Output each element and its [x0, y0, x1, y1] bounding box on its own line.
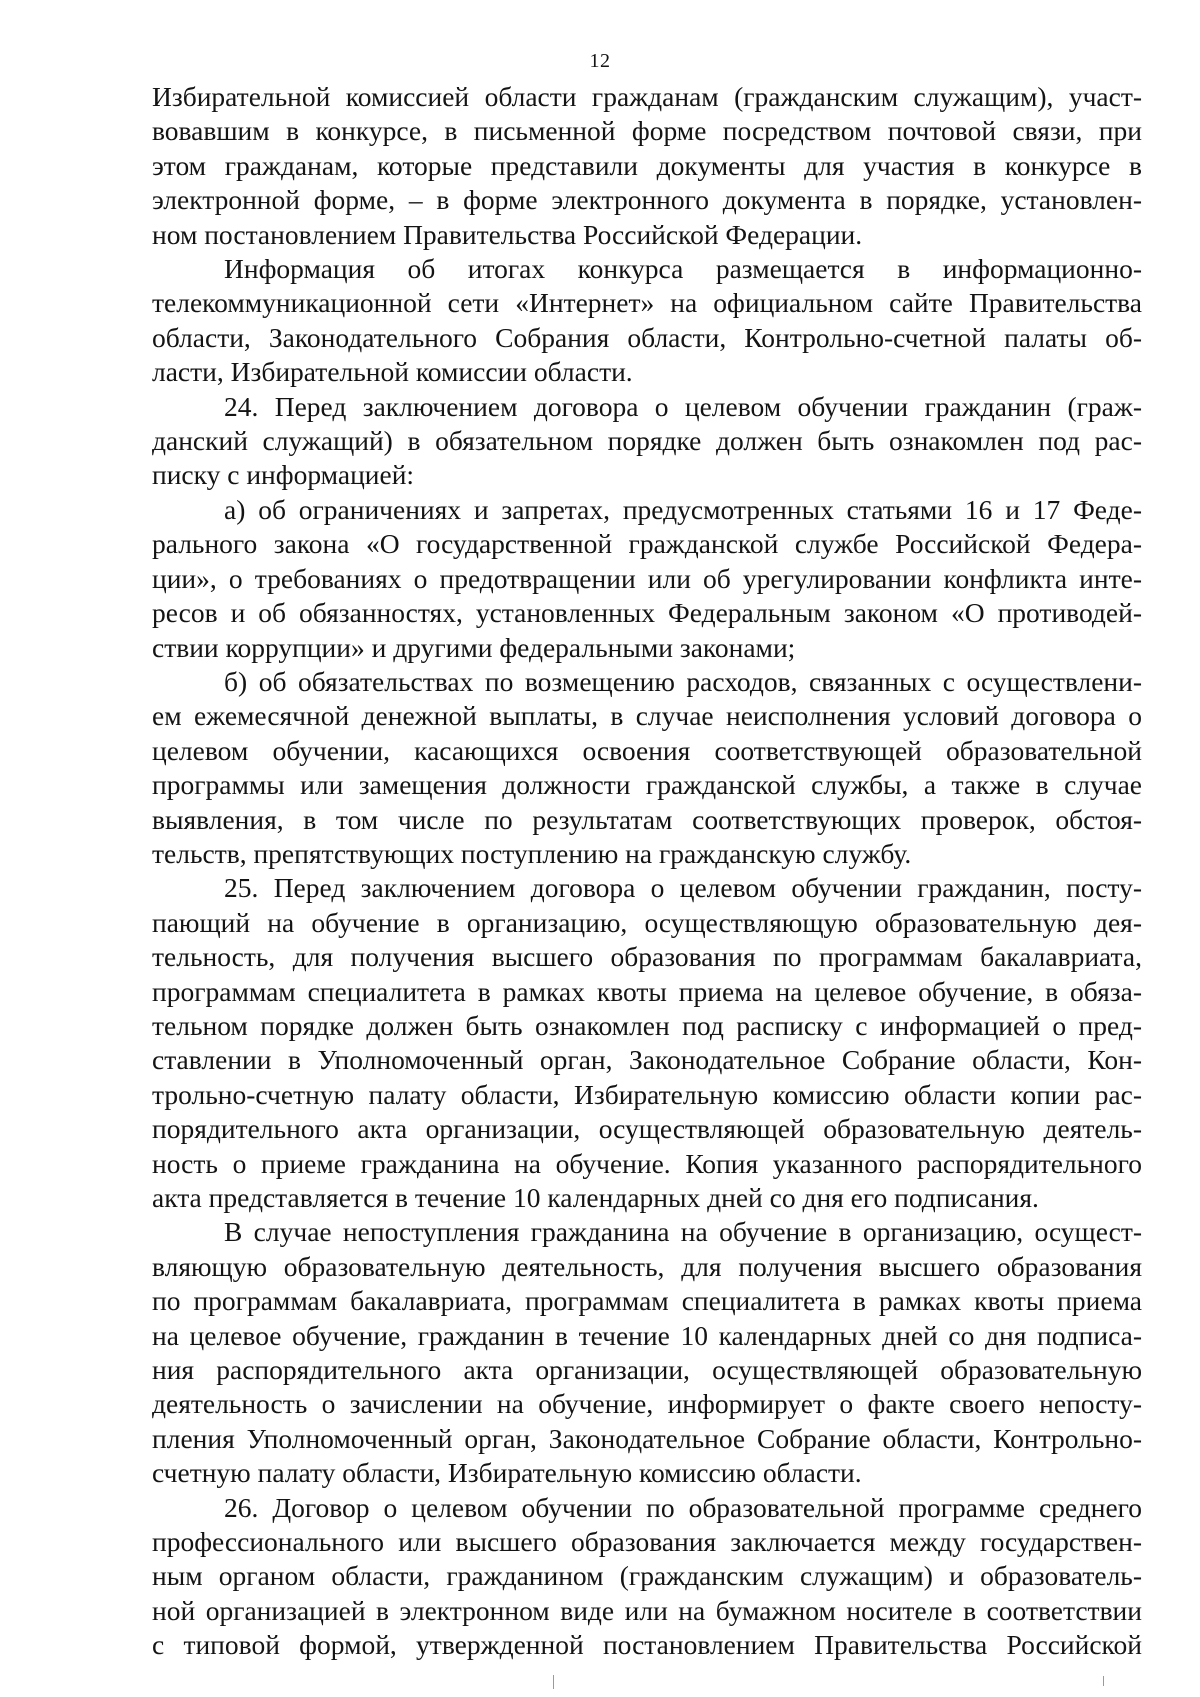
text-line: ность о приеме гражданина на обучение. Копия указанного распорядительного [152, 1147, 1142, 1179]
text-line: ции», о требованиях о предотвращении или об урегулировании конфликта инте- [152, 562, 1142, 594]
text-line: писку с информацией: [152, 459, 415, 491]
text-line: тельность, для получения высшего образования по программам бакалавриата, [152, 941, 1142, 973]
paragraph [152, 1491, 1142, 1663]
paragraph [152, 390, 1142, 493]
text-line: целевом обучении, касающихся освоения соответствующей образовательной [152, 734, 1142, 766]
text-line: на целевое обучение, гражданин в течение 10 календарных дней со дня подписа- [152, 1319, 1142, 1351]
text-line: ния распорядительного акта организации, осуществляющей образовательную [152, 1354, 1142, 1386]
text-line: ном постановлением Правительства Российской Федерации. [152, 218, 863, 250]
text-line: вовавшим в конкурсе, в письменной форме посредством почтовой связи, при [152, 115, 1142, 147]
text-line: ным органом области, гражданином (гражданским служащим) и образователь- [152, 1560, 1142, 1592]
text-line: по программам бакалавриата, программам специалитета в рамках квоты приема [152, 1285, 1142, 1317]
text-line: В случае непоступления гражданина на обучение в организацию, осущест- [224, 1216, 1142, 1248]
text-line: ствии коррупции» и другими федеральными законами; [152, 631, 796, 663]
text-line: пающий на обучение в организацию, осуществляющую образовательную дея- [152, 906, 1142, 938]
text-line: этом гражданам, которые представили документы для участия в конкурсе в [152, 149, 1142, 181]
text-line: вляющую образовательную деятельность, для получения высшего образования [152, 1250, 1142, 1282]
paragraph [152, 493, 1142, 665]
text-line: тельном порядке должен быть ознакомлен под расписку с информацией о пред- [152, 1009, 1142, 1041]
text-line: телекоммуникационной сети «Интернет» на официальном сайте Правительства [152, 287, 1142, 319]
paragraph [152, 252, 1142, 390]
text-line: 24. Перед заключением договора о целевом обучении гражданин (граж- [224, 390, 1142, 422]
text-line: ем ежемесячной денежной выплаты, в случае неисполнения условий договора о [152, 700, 1142, 732]
text-line: выявления, в том числе по результатам соответствующих проверок, обстоя- [152, 803, 1142, 835]
paragraph [152, 1215, 1142, 1490]
text-line: с типовой формой, утвержденной постановлением Правительства Российской [152, 1629, 1142, 1661]
text-line: ресов и об обязанностях, установленных Федеральным законом «О противодей- [152, 597, 1142, 629]
text-line: программам специалитета в рамках квоты приема на целевое обучение, в обяза- [152, 975, 1142, 1007]
text-line: тельств, препятствующих поступлению на гражданскую службу. [152, 837, 912, 869]
text-line: электронной форме, – в форме электронного документа в порядке, установлен- [152, 184, 1142, 216]
text-line: программы или замещения должности гражданской службы, а также в случае [152, 769, 1142, 801]
paragraph [152, 665, 1142, 871]
text-line: ласти, Избирательной комиссии области. [152, 356, 633, 388]
document-body [152, 80, 1142, 1663]
text-line: деятельность о зачислении на обучение, информирует о факте своего непосту- [152, 1388, 1142, 1420]
text-line: ставлении в Уполномоченный орган, Законодательное Собрание области, Кон- [152, 1044, 1142, 1076]
paragraph [152, 871, 1142, 1215]
text-line: счетную палату области, Избирательную комиссию области. [152, 1457, 862, 1489]
text-line: ной организацией в электронном виде или на бумажном носителе в соответствии [152, 1594, 1142, 1626]
text-line: данский служащий) в обязательном порядке должен быть ознакомлен под рас- [152, 425, 1142, 457]
scan-mark [553, 1675, 554, 1689]
scan-mark [1103, 1676, 1104, 1686]
text-line: акта представляется в течение 10 календарных дней со дня его подписания. [152, 1182, 1039, 1213]
text-line: 26. Договор о целевом обучении по образовательной программе среднего [224, 1491, 1142, 1523]
text-line: б) об обязательствах по возмещению расходов, связанных с осуществлени- [224, 665, 1142, 697]
text-line: а) об ограничениях и запретах, предусмотренных статьями 16 и 17 Феде- [224, 493, 1142, 525]
page-number: 12 [589, 50, 611, 72]
text-line: профессионального или высшего образования заключается между государствен- [152, 1526, 1142, 1558]
paragraph [152, 80, 1142, 252]
text-line: рального закона «О государственной гражданской службе Российской Федера- [152, 528, 1142, 560]
text-line: Избирательной комиссией области гражданам (гражданским служащим), участ- [152, 81, 1142, 112]
text-line: области, Законодательного Собрания области, Контрольно-счетной палаты об- [152, 321, 1142, 353]
text-line: Информация об итогах конкурса размещается в информационно- [224, 253, 1142, 285]
text-line: 25. Перед заключением договора о целевом обучении гражданин, посту- [224, 872, 1142, 904]
text-line: пления Уполномоченный орган, Законодательное Собрание области, Контрольно- [152, 1422, 1142, 1454]
text-line: порядительного акта организации, осуществляющей образовательную деятель- [152, 1113, 1142, 1145]
text-line: трольно-счетную палату области, Избирательную комиссию области копии рас- [152, 1078, 1142, 1110]
